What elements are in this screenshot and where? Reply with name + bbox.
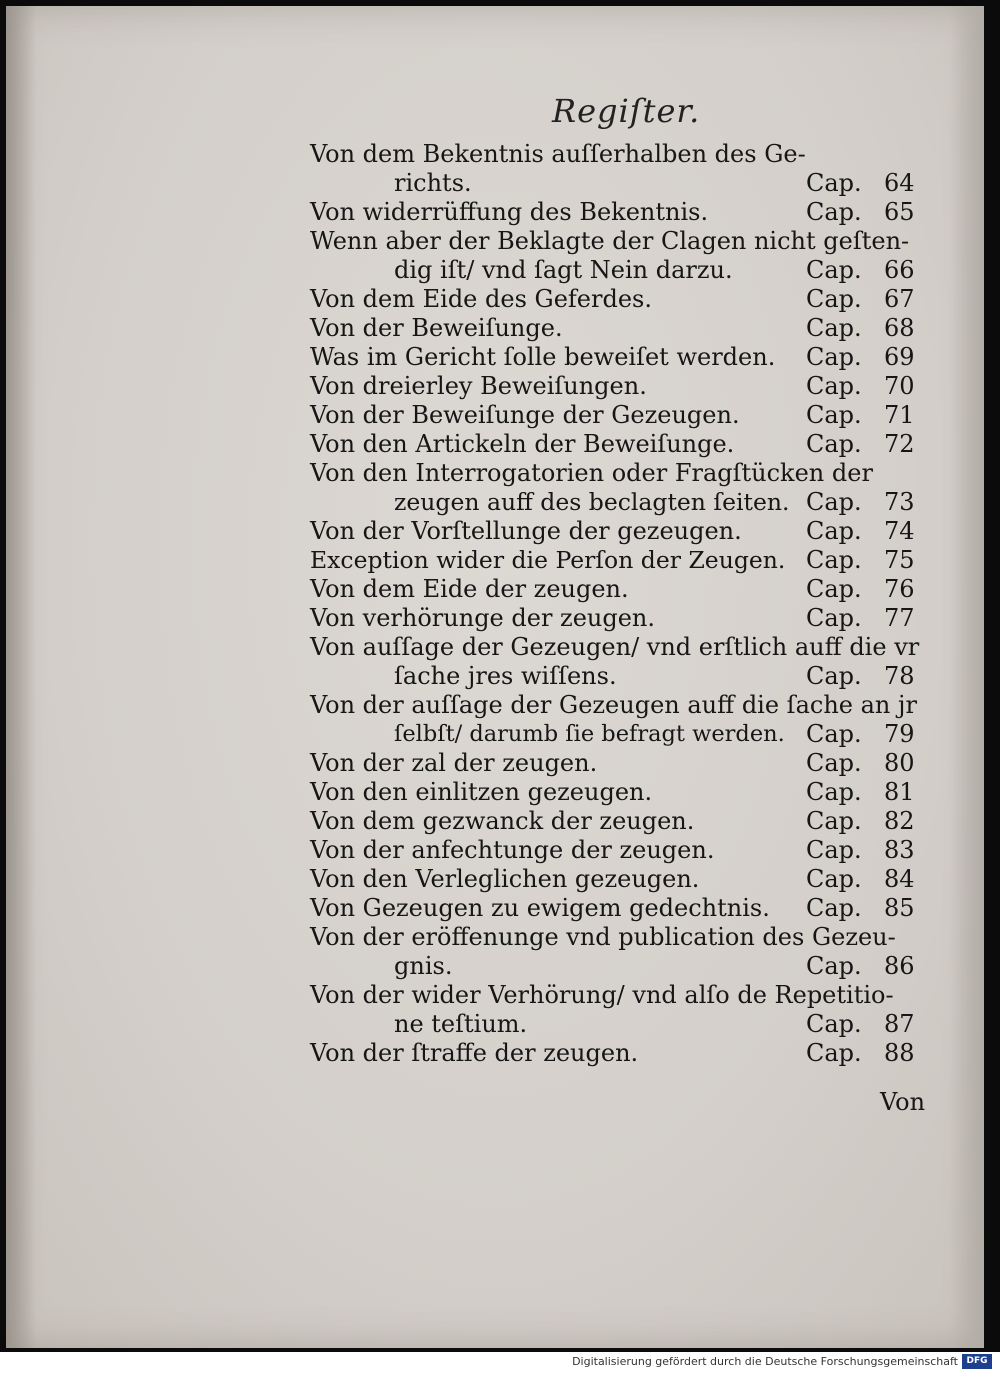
chapter-label: Cap. — [806, 894, 862, 922]
chapter-number: 66 — [884, 256, 915, 284]
entry-title: Von der eröffenunge vnd publication des Gezeu- — [310, 923, 896, 951]
chapter-label: Cap. — [806, 372, 862, 400]
dfg-logo: DFG — [962, 1354, 992, 1369]
entry-title: Von verhörunge der zeugen. — [310, 604, 656, 632]
chapter-number: 84 — [884, 865, 915, 893]
entry-title: Von der Vorſtellunge der gezeugen. — [310, 517, 742, 545]
book-page — [6, 6, 984, 1348]
entry-title-continued: ſelbſt/ darumb ſie befragt werden. — [394, 721, 785, 747]
entry-title-continued: dig iſt/ vnd ſagt Nein darzu. — [394, 256, 733, 284]
catchword: Von — [880, 1088, 926, 1116]
chapter-number: 71 — [884, 401, 915, 429]
chapter-number: 67 — [884, 285, 915, 313]
chapter-number: 82 — [884, 807, 915, 835]
chapter-label: Cap. — [806, 807, 862, 835]
chapter-label: Cap. — [806, 778, 862, 806]
entry-title-continued: zeugen auff des beclagten ſeiten. — [394, 488, 790, 516]
entry-title: Wenn aber der Beklagte der Clagen nicht geſten- — [310, 227, 910, 255]
entry-title: Von der wider Verhörung/ vnd alſo de Repetitio- — [310, 981, 894, 1009]
chapter-label: Cap. — [806, 662, 862, 690]
entry-title: Von dem gezwanck der zeugen. — [310, 807, 695, 835]
chapter-label: Cap. — [806, 546, 862, 574]
entry-title: Von der auſſage der Gezeugen auff die ſache an jr — [310, 691, 917, 719]
chapter-number: 69 — [884, 343, 915, 371]
page-edge-shadow — [950, 6, 984, 1348]
entry-title: Von der Beweiſunge der Gezeugen. — [310, 401, 740, 429]
footer-text: Digitalisierung gefördert durch die Deutsche Forschungsgemeinschaft — [572, 1355, 958, 1368]
entry-title: Von Gezeugen zu ewigem gedechtnis. — [310, 894, 770, 922]
chapter-number: 87 — [884, 1010, 915, 1038]
chapter-number: 77 — [884, 604, 915, 632]
page-spine-shadow — [6, 6, 36, 1348]
chapter-label: Cap. — [806, 256, 862, 284]
chapter-label: Cap. — [806, 865, 862, 893]
chapter-label: Cap. — [806, 749, 862, 777]
entry-title: Von den Verleglichen gezeugen. — [310, 865, 700, 893]
chapter-label: Cap. — [806, 343, 862, 371]
chapter-label: Cap. — [806, 169, 862, 197]
chapter-label: Cap. — [806, 720, 862, 748]
entry-title: Von dreierley Beweiſungen. — [310, 372, 647, 400]
digitization-footer — [0, 1352, 1000, 1373]
chapter-number: 78 — [884, 662, 915, 690]
entry-title-continued: richts. — [394, 169, 472, 197]
chapter-label: Cap. — [806, 314, 862, 342]
page-header: Regiſter. — [552, 92, 701, 130]
entry-title: Von auſſage der Gezeugen/ vnd erſtlich auff die vr — [310, 633, 920, 661]
entry-title: Von dem Eide der zeugen. — [310, 575, 629, 603]
chapter-label: Cap. — [806, 517, 862, 545]
chapter-label: Cap. — [806, 285, 862, 313]
chapter-number: 86 — [884, 952, 915, 980]
chapter-label: Cap. — [806, 836, 862, 864]
chapter-number: 80 — [884, 749, 915, 777]
entry-title: Von dem Eide des Geferdes. — [310, 285, 652, 313]
chapter-number: 70 — [884, 372, 915, 400]
chapter-number: 74 — [884, 517, 915, 545]
chapter-label: Cap. — [806, 1010, 862, 1038]
entry-title: Von der zal der zeugen. — [310, 749, 598, 777]
chapter-label: Cap. — [806, 604, 862, 632]
chapter-number: 88 — [884, 1039, 915, 1067]
entry-title: Von widerrüffung des Bekentnis. — [310, 198, 709, 226]
chapter-number: 81 — [884, 778, 915, 806]
chapter-number: 76 — [884, 575, 915, 603]
chapter-label: Cap. — [806, 488, 862, 516]
entry-title: Exception wider die Perſon der Zeugen. — [310, 546, 786, 574]
entry-title: Von den einlitzen gezeugen. — [310, 778, 653, 806]
chapter-number: 68 — [884, 314, 915, 342]
chapter-label: Cap. — [806, 952, 862, 980]
chapter-number: 85 — [884, 894, 915, 922]
chapter-label: Cap. — [806, 430, 862, 458]
chapter-number: 75 — [884, 546, 915, 574]
chapter-number: 83 — [884, 836, 915, 864]
entry-title: Von der anfechtunge der zeugen. — [310, 836, 715, 864]
chapter-number: 73 — [884, 488, 915, 516]
entry-title-continued: ſache jres wiſſens. — [394, 662, 617, 690]
chapter-number: 64 — [884, 169, 915, 197]
entry-title: Von dem Bekentnis auſſerhalben des Ge- — [310, 140, 806, 168]
entry-title: Von der ſtraffe der zeugen. — [310, 1039, 639, 1067]
entry-title: Was im Gericht ſolle beweiſet werden. — [310, 343, 776, 371]
entry-title: Von den Interrogatorien oder Fragſtücken der — [310, 459, 873, 487]
entry-title-continued: gnis. — [394, 952, 453, 980]
chapter-label: Cap. — [806, 575, 862, 603]
chapter-number: 79 — [884, 720, 915, 748]
entry-title: Von den Artickeln der Beweiſunge. — [310, 430, 735, 458]
chapter-label: Cap. — [806, 198, 862, 226]
chapter-label: Cap. — [806, 1039, 862, 1067]
entry-title-continued: ne teſtium. — [394, 1010, 528, 1038]
entry-title: Von der Beweiſunge. — [310, 314, 563, 342]
chapter-label: Cap. — [806, 401, 862, 429]
chapter-number: 65 — [884, 198, 915, 226]
chapter-number: 72 — [884, 430, 915, 458]
